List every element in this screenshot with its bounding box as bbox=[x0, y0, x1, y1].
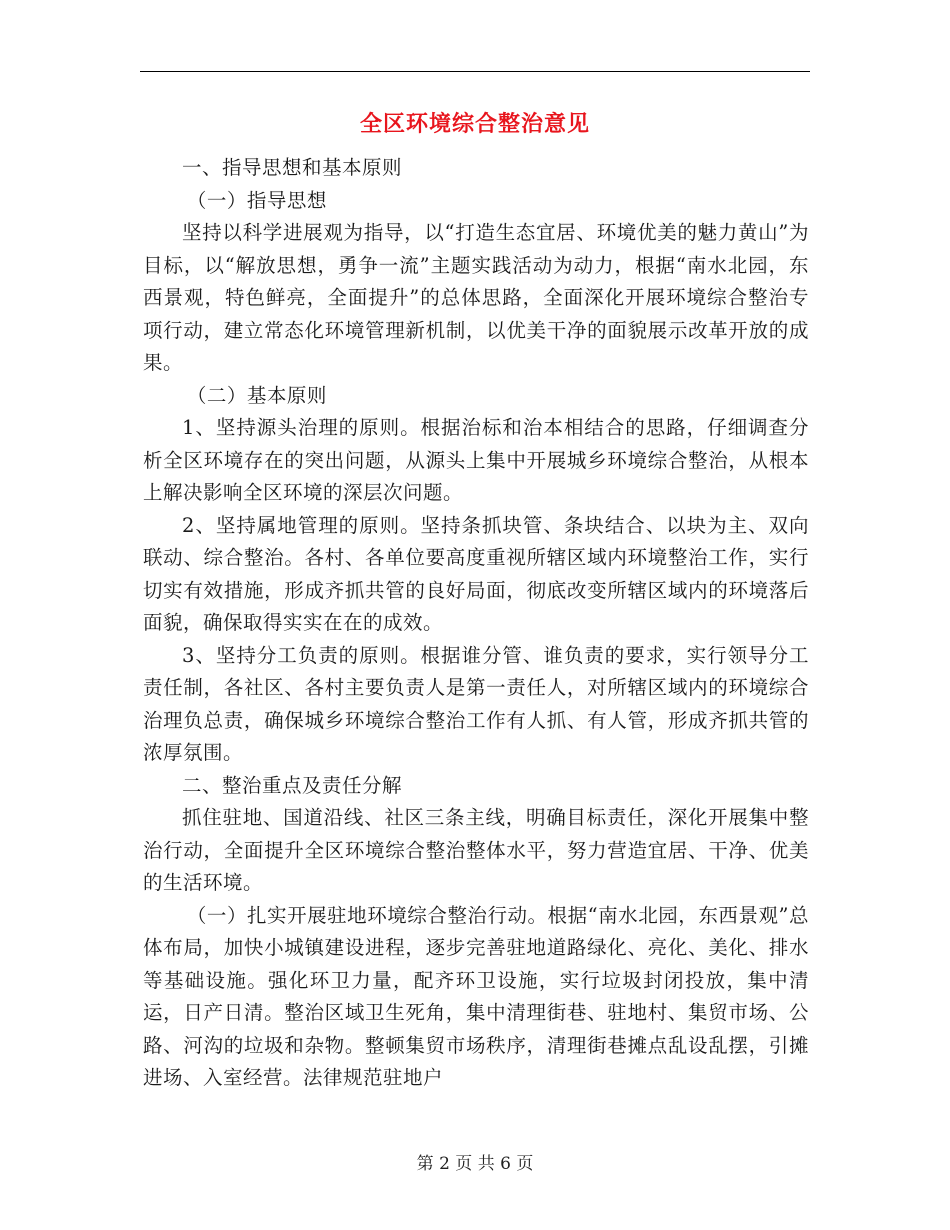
body-paragraph: 1、坚持源头治理的原则。根据治标和治本相结合的思路，仔细调查分析全区环境存在的突出问题，从源头上集中开展城乡环境综合整治，从根本上解决影响全区环境的深层次问题。 bbox=[143, 416, 809, 504]
body-paragraph: 抓住驻地、国道沿线、社区三条主线，明确目标责任，深化开展集中整治行动，全面提升全区环境综合整治整体水平，努力营造宜居、干净、优美的生活环境。 bbox=[143, 806, 809, 894]
section-heading: 一、指导思想和基本原则 bbox=[182, 156, 403, 179]
body-paragraph: 2、坚持属地管理的原则。坚持条抓块管、条块结合、以块为主、双向联动、综合整治。各村、各单位要高度重视所辖区域内环境整治工作，实行切实有效措施，形成齐抓共管的良好局面，彻底改变所辖区域内的环境落后面貌，确保取得实实在在的成效。 bbox=[143, 513, 809, 634]
page-number: 第 2 页 共 6 页 bbox=[416, 1154, 534, 1174]
subsection-paragraph: （一）扎实开展驻地环境综合整治行动。根据“南水北园，东西景观”总体布局，加快小城镇建设进程，逐步完善驻地道路绿化、亮化、美化、排水等基础设施。强化环卫力量，配齐环卫设施，实行垃圾封闭投放，集中清运，日产日清。整治区域卫生死角，集中清理街巷、驻地村、集贸市场、公路、河沟的垃圾和杂物。整顿集贸市场秩序，清理街巷摊点乱设乱摆，引摊进场、入室经营。法律规范驻地户 bbox=[143, 903, 809, 1089]
document-body bbox=[143, 152, 809, 1095]
subsection-heading: （一）指导思想 bbox=[186, 188, 327, 212]
body-paragraph: 坚持以科学进展观为指导，以“打造生态宜居、环境优美的魅力黄山”为目标，以“解放思想，勇争一流”主题实践活动为动力，根据“南水北园，东西景观，特色鲜亮，全面提升”的总体思路，全面深化开展环境综合整治专项行动，建立常态化环境管理新机制，以优美干净的面貌展示改革开放的成果。 bbox=[143, 221, 809, 374]
header-rule bbox=[140, 71, 810, 72]
body-paragraph: 3、坚持分工负责的原则。根据谁分管、谁负责的要求，实行领导分工责任制，各社区、各村主要负责人是第一责任人，对所辖区域内的环境综合治理负总责，确保城乡环境综合整治工作有人抓、有人管，形成齐抓共管的浓厚氛围。 bbox=[143, 643, 809, 764]
document-title: 全区环境综合整治意见 bbox=[359, 111, 590, 137]
subsection-heading: （二）基本原则 bbox=[186, 383, 327, 407]
section-heading: 二、整治重点及责任分解 bbox=[182, 773, 403, 797]
